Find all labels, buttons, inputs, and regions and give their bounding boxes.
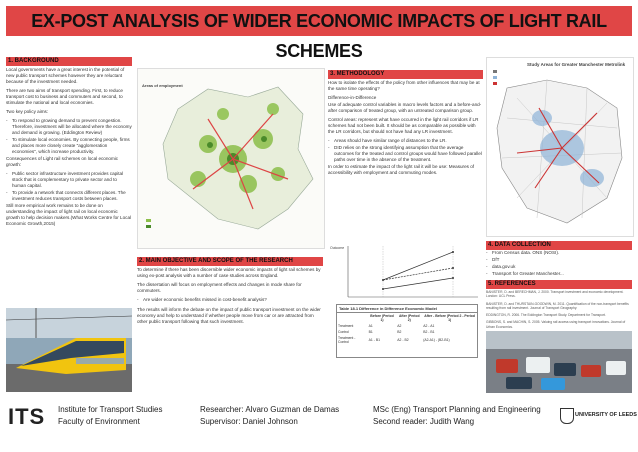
- table-cell: B2: [397, 330, 402, 334]
- table-cell: A2 - B2: [397, 338, 409, 342]
- table-cell: A2: [397, 324, 402, 328]
- employment-areas-map: [137, 68, 325, 249]
- table-cell: Treatment - Control: [338, 336, 356, 344]
- background-text: Consequences of Light rail schemes on local economic growth:: [6, 156, 119, 167]
- table-cell: Treatment: [338, 324, 354, 328]
- background-bullet: - To respond to growing demand to prevent congestion. Therefore, investment will be allocated where the economy and demand is growing. (Eddington Review): [6, 118, 132, 136]
- objective-text: To determine if there has been discernible wider economic impacts of light rail schemes by using ex-post analysis with a number of case studies across England.: [137, 267, 321, 278]
- table-cell: Control: [338, 330, 349, 334]
- table-row: [337, 335, 477, 345]
- reference-entry: GIBBONS, S. and MACHIN, S. 2005. Valuing rail access using transport innovations. Journal of Urban Economics.: [486, 320, 626, 329]
- methodology-text: Difference-in-Difference: [328, 95, 377, 100]
- map-title: Study Areas for Greater Manchester Metrolink: [527, 62, 626, 67]
- supervisor: Supervisor: Daniel Johnson: [200, 417, 298, 426]
- map-title: Areas of employment: [142, 83, 183, 88]
- reference-entry: EDDINGTON, R. 2006. The Eddington Transport Study. Department for Transport.: [486, 313, 606, 318]
- faculty-name: Faculty of Environment: [58, 417, 140, 426]
- data-item: - Transport for Greater Manchester...: [486, 271, 632, 277]
- table-cell: A1 - B1: [368, 338, 380, 342]
- objective-section: [137, 257, 323, 328]
- objective-bullet: - Are wider economic benefits missed in cost-benefit analysis?: [137, 297, 323, 303]
- methodology-text: How to isolate the effects of the policy from other influences that may be at the same time operating?: [328, 80, 480, 91]
- table-cell: B2 - B1: [423, 330, 435, 334]
- degree: MSc (Eng) Transport Planning and Engineering: [373, 405, 541, 414]
- table-header: Before (Period 1): [370, 314, 394, 322]
- objective-text: The dissertation will focus on employment effects and changes in mode share for commuters.: [137, 282, 302, 293]
- second-reader: Second reader: Judith Wang: [373, 417, 475, 426]
- data-item: - data.gov.uk: [486, 264, 632, 270]
- university-logo: UNIVERSITY OF LEEDS: [575, 412, 637, 418]
- data-item: - DfT: [486, 257, 632, 263]
- data-heading: 4. DATA COLLECTION: [486, 241, 632, 250]
- table-header: After (Period 2): [398, 314, 420, 322]
- did-diagram: [328, 242, 483, 302]
- background-bullet: - Public sector infrastructure investment provides capital stock that is complementary to private sector and to human capital.: [6, 171, 132, 189]
- objective-heading: 2. MAIN OBJECTIVE AND SCOPE OF THE RESEARCH: [137, 257, 323, 266]
- traffic-photo: [486, 331, 632, 393]
- background-text: Two key policy aims:: [6, 109, 49, 114]
- footer: [0, 398, 638, 452]
- its-logo: ITS: [8, 404, 46, 429]
- methodology-section: [328, 70, 483, 179]
- background-text: Local governments have a great interest in the potential of new public transport schemes however they are reluctant because of the investment needed.: [6, 67, 125, 84]
- methodology-text: Control areas: represent what have occurred in the light rail corridors if LR schemes had not been built. It should be as comparable as possible with the LR corridors, but should not have had any LR investment.: [328, 117, 479, 134]
- tram-photo: [6, 308, 132, 392]
- institute-name: Institute for Transport Studies: [58, 405, 163, 414]
- background-heading: 1. BACKGROUND: [6, 57, 132, 66]
- table-cell: B1: [368, 330, 373, 334]
- chart-ylabel: Outcome: [330, 246, 345, 250]
- data-item: - From Census data. ONS (NOSI).: [486, 250, 632, 256]
- methodology-heading: 3. METHODOLOGY: [328, 70, 483, 79]
- background-text: Still more empirical work remains to be done on understanding the impact of light rail on local economic growth to help decision makers.(What Works Centre for Local Economic Growth,2015): [6, 203, 132, 226]
- table-header: After - Before (Period 2 - Period 1): [424, 314, 475, 322]
- table-title: Table 18.1 Difference in Difference Economic Model: [337, 305, 477, 313]
- table-cell: A2 - A1: [423, 324, 435, 328]
- reference-entry: BANISTER, D. and BERECHMAN, J. 2000. Transport investment and economic development. London: UCL Press.: [486, 290, 624, 299]
- leeds-crest-icon: [560, 408, 574, 424]
- table-cell: A1: [368, 324, 373, 328]
- methodology-bullet: - Areas should have similar range of distances to the LR.: [328, 138, 483, 144]
- table-header: [337, 313, 368, 323]
- did-table-grid: [337, 313, 477, 345]
- study-areas-map: [486, 57, 634, 237]
- did-table: [336, 304, 478, 358]
- references-heading: 5. REFERENCES: [486, 280, 632, 289]
- background-text: There are two aims of transport spending. First, to reduce transport cost to business and commuters and second, to stimulate the national and local economies.: [6, 88, 123, 105]
- methodology-text: Use of adequate control variables in macro levels factors and a before-and-after comparison of treated group, with an untreated comparison group.: [328, 102, 482, 113]
- poster-title: EX-POST ANALYSIS OF WIDER ECONOMIC IMPACTS OF LIGHT RAIL SCHEMES: [6, 6, 632, 36]
- table-header-row: [337, 313, 477, 323]
- methodology-text: In order to estimate the impact of the light rail it will be use: Measures of accessibility with employment and commuting modes.: [328, 164, 475, 175]
- table-cell: (A2-A1) - (B2-B1): [423, 338, 450, 342]
- background-bullet: - To stimulate local economies. By connecting people, firms and places more closely create "agglomeration economies", which increase productivity.: [6, 137, 132, 155]
- methodology-bullet: - DID relies on the strong identifying assumption that the average outcomes for the treated and control groups would have followed parallel paths over time in the absence of the treatment.: [328, 145, 483, 163]
- reference-entry: BANISTER, D. and THURSTAIN-GOODWIN, M. 2011. Quantification of the non-transport benefits resulting from rail investment. Journal of Transport Geography.: [486, 301, 629, 310]
- background-section: [6, 57, 132, 230]
- objective-text: The results will inform the debate on the impact of public transport investment on the wider economy and help to understand if whether people move from car or are attracted from other public transport following that such investment.: [137, 307, 321, 324]
- background-bullet: - To provide a network that connects different places. The investment reduces transport costs between places.: [6, 190, 132, 202]
- researcher: Researcher: Alvaro Guzman de Damas: [200, 405, 340, 414]
